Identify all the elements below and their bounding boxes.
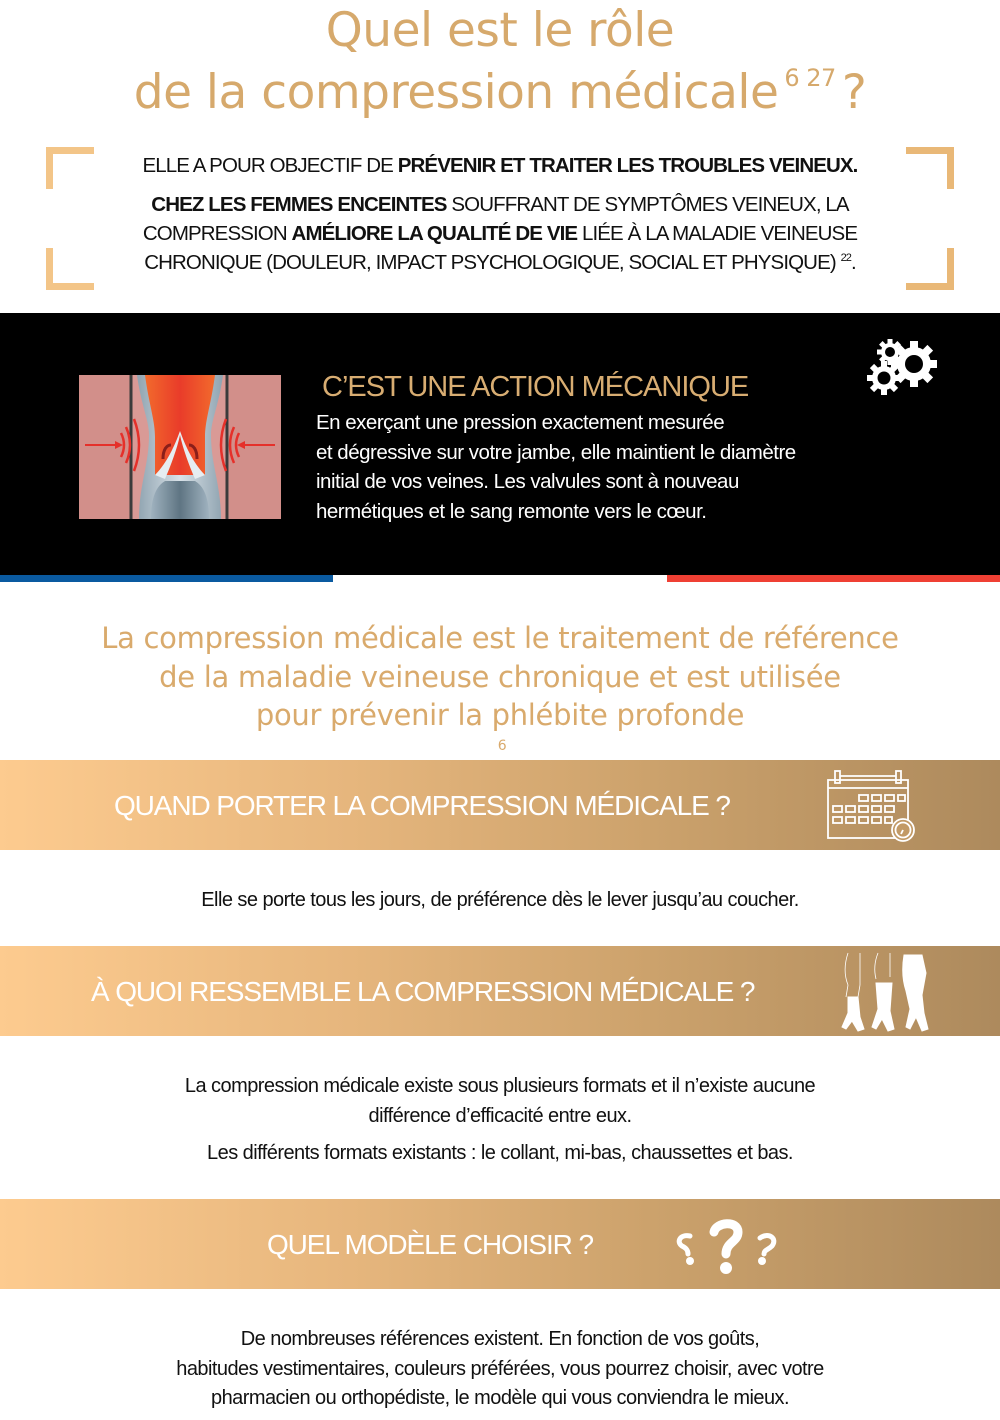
section-paragraph: habitudes vestimentaires, couleurs préférées, vous pourrez choisir, avec votre <box>176 1357 824 1380</box>
title-line-2-text: de la compression médicale <box>133 65 779 120</box>
page-title <box>0 0 1000 124</box>
mechanical-action-body <box>316 408 896 526</box>
intro-p1-normal: ELLE A POUR OBJECTIF DE <box>142 154 398 177</box>
mechanical-action-title: C’EST UNE ACTION MÉCANIQUE <box>322 371 749 403</box>
title-references: 6 27 <box>784 64 836 92</box>
mechanical-body-line: et dégressive sur votre jambe, elle maintient le diamètre <box>316 440 796 464</box>
statement-line: de la maladie veineuse chronique et est utilisée <box>159 659 841 694</box>
mechanical-body-line: initial de vos veines. Les valvules sont à nouveau <box>316 470 739 493</box>
section-body-choose <box>0 1325 1000 1414</box>
intro-p2-normal-1: SOUFFRANT DE SYMPTÔMES VEINEUX, LA COMPRESSION <box>142 193 849 245</box>
section-paragraph: différence d’efficacité entre eux. <box>368 1104 632 1127</box>
intro-box <box>46 147 954 290</box>
question-marks-icon <box>670 1216 782 1276</box>
section-paragraph: pharmacien ou orthopédiste, le modèle qui vous conviendra le mieux. <box>211 1387 789 1409</box>
section-banner-choose <box>0 1199 1000 1289</box>
section-heading-when: QUAND PORTER LA COMPRESSION MÉDICALE ? <box>114 790 730 821</box>
intro-text <box>86 151 914 277</box>
mechanical-action-panel <box>0 313 1000 575</box>
section-body-when <box>0 886 1000 916</box>
section-paragraph: Les différents formats existants : le collant, mi-bas, chaussettes et bas. <box>207 1142 793 1164</box>
mechanical-body-line: En exerçant une pression exactement mesurée <box>316 411 725 434</box>
statement-line-text: pour prévenir la phlébite profonde <box>255 698 745 732</box>
section-body-appearance <box>0 1072 1000 1169</box>
flag-blue <box>0 575 333 582</box>
intro-p1-bold: PRÉVENIR ET TRAITER LES TROUBLES VEINEUX. <box>397 154 858 177</box>
section-heading-choose: QUEL MODÈLE CHOISIR ? <box>267 1229 593 1260</box>
intro-p2-bold-1: CHEZ LES FEMMES ENCEINTES <box>151 193 447 216</box>
mechanical-body-line: hermétiques et le sang remonte vers le cœur. <box>316 499 707 523</box>
section-banner-when <box>0 760 1000 850</box>
statement-line: La compression médicale est le traitement de référence <box>101 621 899 655</box>
statement-reference: 6 <box>497 737 507 754</box>
flag-red <box>667 575 1000 582</box>
intro-p2-reference: 22 <box>840 252 851 264</box>
section-banner-appearance <box>0 946 1000 1036</box>
title-line-1: Quel est le rôle <box>325 3 675 58</box>
legwear-formats-icon <box>838 951 934 1033</box>
calendar-clock-icon <box>823 768 917 844</box>
section-paragraph: De nombreuses références existent. En fonction de vos goûts, <box>240 1328 760 1350</box>
french-flag-stripe <box>0 575 1000 582</box>
title-line-2 <box>0 62 1000 124</box>
flag-white <box>333 575 667 582</box>
title-question-mark: ? <box>841 65 867 120</box>
intro-p2-normal-2: LIÉE À LA MALADIE VEINEUSE CHRONIQUE (DOULEUR, IMPACT PSYCHOLOGIQUE, SOCIAL ET PHYSIQUE) <box>144 222 858 274</box>
intro-paragraph-1 <box>86 151 914 180</box>
reference-treatment-statement <box>0 619 1000 773</box>
intro-p2-bold-2: AMÉLIORE LA QUALITÉ DE VIE <box>291 222 578 245</box>
section-paragraph: La compression médicale existe sous plusieurs formats et il n’existe aucune <box>184 1075 816 1097</box>
section-heading-appearance: À QUOI RESSEMBLE LA COMPRESSION MÉDICALE ? <box>91 976 755 1007</box>
intro-p2-end: . <box>851 251 856 274</box>
section-paragraph: Elle se porte tous les jours, de préférence dès le lever jusqu’au coucher. <box>201 889 799 911</box>
intro-paragraph-2 <box>86 190 914 277</box>
vein-compression-illustration <box>79 375 281 519</box>
gears-icon <box>866 336 942 396</box>
